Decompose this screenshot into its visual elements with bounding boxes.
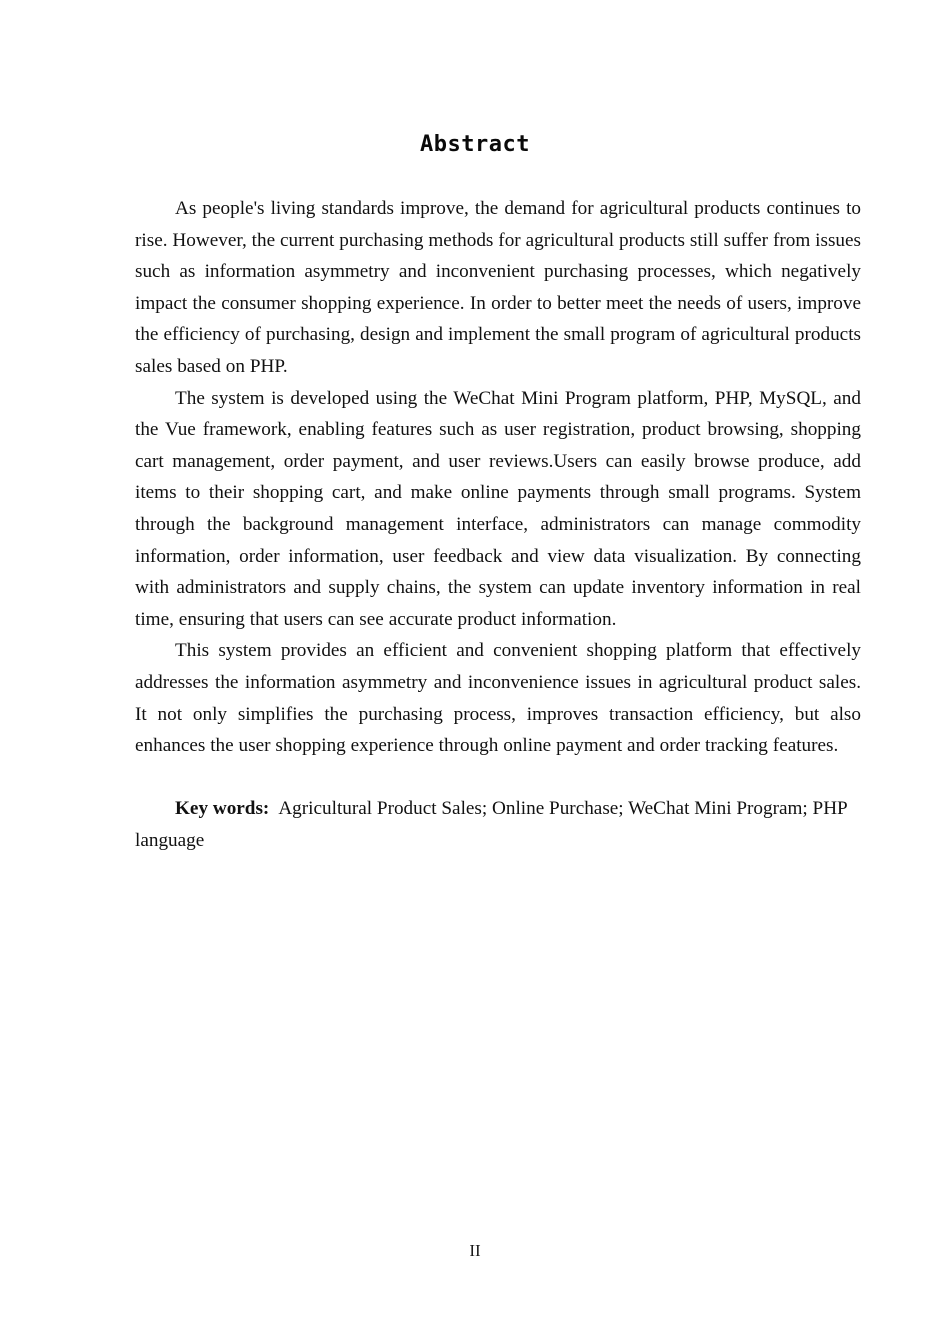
abstract-body [135, 193, 861, 876]
page-number: II [469, 1241, 481, 1260]
keywords-value: Agricultural Product Sales; Online Purchase; WeChat Mini Program; PHP language [135, 798, 848, 851]
abstract-paragraph-2: The system is developed using the WeChat Mini Program platform, PHP, MySQL, and the Vue framework, enabling features such as user registration, product browsing, shopping cart management, order payment, and user reviews.Users can easily browse produce, add items to their shopping cart, and make online payments through small programs. System through the background management interface, administrators can manage commodity information, order information, user feedback and view data visualization. By connecting with administrators and supply chains, the system can update inventory information in real time, ensuring that users can see accurate product information. [135, 387, 861, 630]
page-title: Abstract [420, 131, 530, 157]
abstract-paragraph-1: As people's living standards improve, the demand for agricultural products continues to rise. However, the current purchasing methods for agricultural products still suffer from issues such as information asymmetry and inconvenient purchasing processes, which negatively impact the consumer shopping experience. In order to better meet the needs of users, improve the efficiency of purchasing, design and implement the small program of agricultural products sales based on PHP. [135, 198, 861, 377]
keywords-label: Key words: [175, 798, 270, 820]
abstract-paragraph-3: This system provides an efficient and convenient shopping platform that effectively addresses the information asymmetry and inconvenience issues in agricultural product sales. It not only simplifies the purchasing process, improves transaction efficiency, but also enhances the user shopping experience through online payment and order tracking features. [135, 640, 861, 757]
keywords-line [135, 793, 861, 856]
